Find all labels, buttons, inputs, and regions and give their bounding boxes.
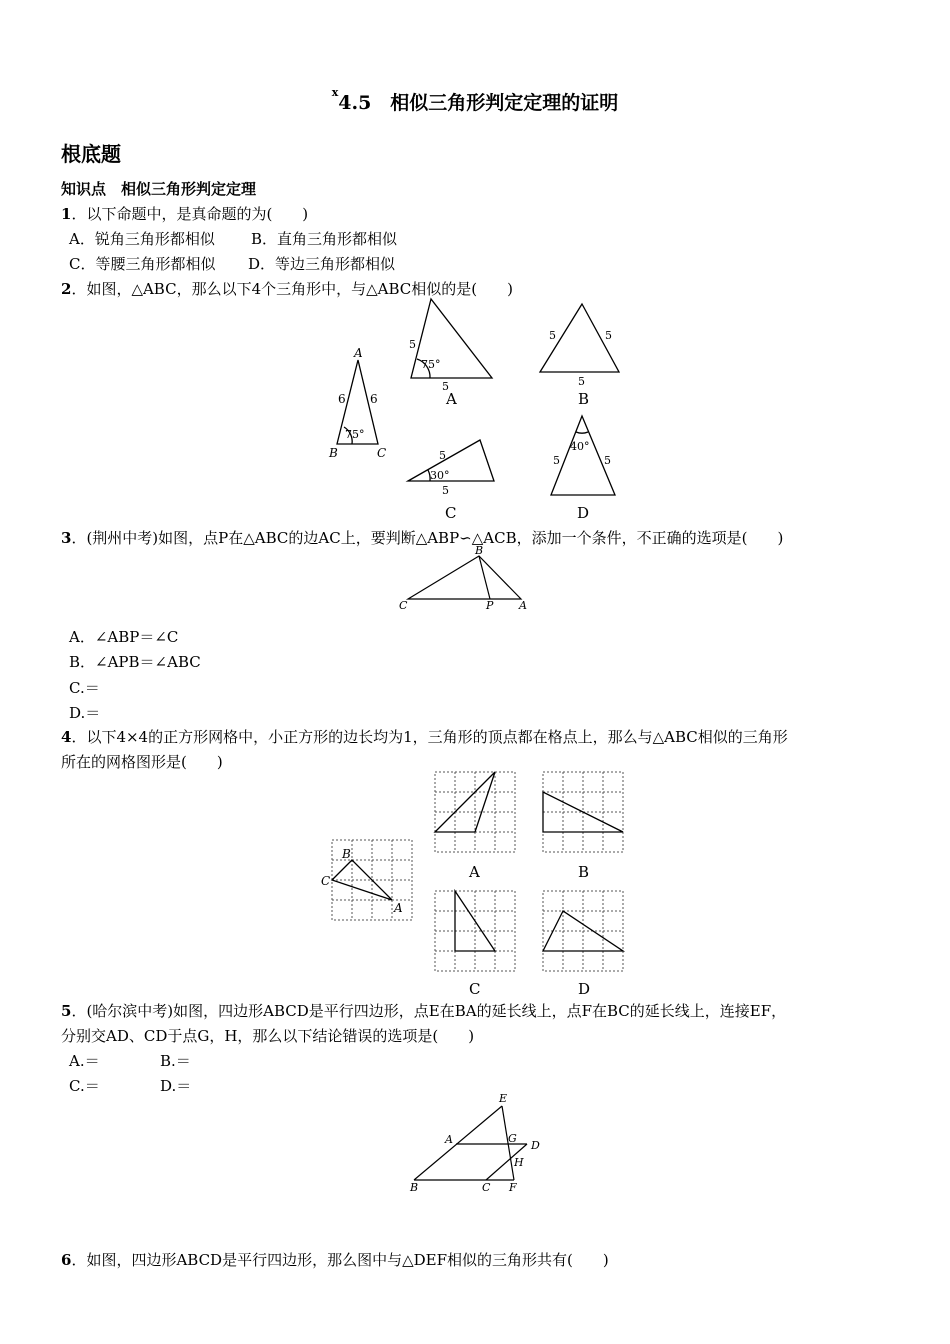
q2-main-angle: 75° <box>345 428 365 441</box>
q5-label-a: A <box>445 1133 453 1146</box>
q2-d-angle: 40° <box>570 440 590 453</box>
q2-b-side-3: 5 <box>578 375 585 388</box>
q5-label-e: E <box>499 1092 508 1105</box>
question-4-stem-line1: 4．以下4×4的正方形网格中，小正方形的边长均为1，三角形的顶点都在格点上，那么与△ABC相似的三角形 <box>61 728 788 746</box>
q4-option-a-label: A <box>469 863 480 881</box>
q1-option-b: B．直角三角形都相似 <box>251 230 398 248</box>
q2-c-angle: 30° <box>430 469 450 482</box>
q3-label-c: C <box>399 599 408 612</box>
question-3-stem: 3．(荆州中考)如图，点P在△ABC的边AC上，要判断△ABP∽△ACB，添加一个条件，不正确的选项是( ) <box>61 529 784 547</box>
q2-d-side-2: 5 <box>604 454 611 467</box>
q4-label-b: B <box>342 847 351 861</box>
q3-label-b: B <box>475 544 484 557</box>
q2-c-side-1: 5 <box>439 449 446 462</box>
q3-option-d: D.＝ <box>69 704 101 722</box>
question-6-stem: 6．如图，四边形ABCD是平行四边形，那么图中与△DEF相似的三角形共有( ) <box>61 1251 609 1269</box>
q4-option-c-label: C <box>469 980 481 997</box>
q4-option-b-label: B <box>578 863 590 881</box>
q2-main-side-right: 6 <box>370 392 378 406</box>
q2-option-a-label: A <box>446 390 457 408</box>
question-5-stem-line1: 5．(哈尔滨中考)如图，四边形ABCD是平行四边形，点E在BA的延长线上，点F在BC的延长线上，连接EF， <box>61 1002 787 1020</box>
q2-main-label-b: B <box>329 446 338 460</box>
q4-option-d-label: D <box>578 980 591 997</box>
q2-a-side-2: 5 <box>442 380 449 393</box>
q3-option-a: A．∠ABP＝∠C <box>69 628 179 646</box>
q3-option-b: B．∠APB＝∠ABC <box>69 653 201 671</box>
q5-option-a: A.＝ <box>69 1052 100 1070</box>
q1-option-a: A．锐角三角形都相似 <box>69 230 215 248</box>
q4-label-c: C <box>321 874 331 888</box>
q1-option-d: D．等边三角形都相似 <box>248 255 396 273</box>
q2-b-side-2: 5 <box>605 329 612 342</box>
q2-b-side-1: 5 <box>549 329 556 342</box>
q4-grid-a <box>435 772 515 852</box>
q2-d-side-1: 5 <box>553 454 560 467</box>
q4-grid-c <box>435 891 515 971</box>
question-4-stem-line2: 所在的网格图形是( ) <box>61 753 223 771</box>
q3-label-a: A <box>519 599 527 612</box>
q5-option-d: D.＝ <box>160 1077 192 1095</box>
q2-option-d-label: D <box>577 504 590 522</box>
q2-a-angle: 75° <box>421 358 441 371</box>
q1-option-c: C．等腰三角形都相似 <box>69 255 216 273</box>
q4-grid-b <box>543 772 623 852</box>
q5-label-g: G <box>508 1132 517 1145</box>
question-1-stem: 1．以下命题中，是真命题的为( ) <box>61 205 309 223</box>
q5-label-h: H <box>514 1156 524 1169</box>
q5-option-c: C.＝ <box>69 1077 100 1095</box>
q2-main-side-left: 6 <box>338 392 346 406</box>
q2-triangle-c <box>408 440 494 481</box>
q5-figure <box>400 1088 550 1198</box>
q5-option-b: B.＝ <box>160 1052 191 1070</box>
q2-figure <box>320 296 640 526</box>
q2-main-label-c: C <box>377 446 387 460</box>
q3-option-c: C.＝ <box>69 679 100 697</box>
q3-figure <box>395 542 535 614</box>
page-title: $^x$4.5 相似三角形判定定理的证明 <box>331 86 619 114</box>
q5-line-be <box>414 1106 502 1180</box>
section-heading: 根底题 <box>61 142 121 166</box>
q5-label-b: B <box>410 1181 419 1194</box>
question-5-stem-line2: 分别交AD、CD于点G，H，那么以下结论错误的选项是( ) <box>61 1027 475 1045</box>
q3-triangle <box>408 556 521 599</box>
q2-d-angle-arc <box>576 432 588 433</box>
q5-label-f: F <box>509 1181 517 1194</box>
q4-figure <box>320 765 640 997</box>
knowledge-point-heading: 知识点 相似三角形判定定理 <box>61 180 257 198</box>
q4-label-a: A <box>394 901 403 915</box>
question-2-stem: 2．如图，△ABC，那么以下4个三角形中，与△ABC相似的是( ) <box>61 280 513 298</box>
q5-label-c: C <box>482 1181 491 1194</box>
q2-c-side-2: 5 <box>442 484 449 497</box>
q5-label-d: D <box>531 1139 540 1152</box>
q2-option-b-label: B <box>578 390 590 408</box>
q4-grid-d <box>543 891 623 971</box>
q2-a-side-1: 5 <box>409 338 416 351</box>
q2-option-c-label: C <box>445 504 457 522</box>
q4-triangle-a <box>435 772 495 832</box>
q2-main-label-a: A <box>354 346 363 360</box>
q3-label-p: P <box>486 599 494 612</box>
